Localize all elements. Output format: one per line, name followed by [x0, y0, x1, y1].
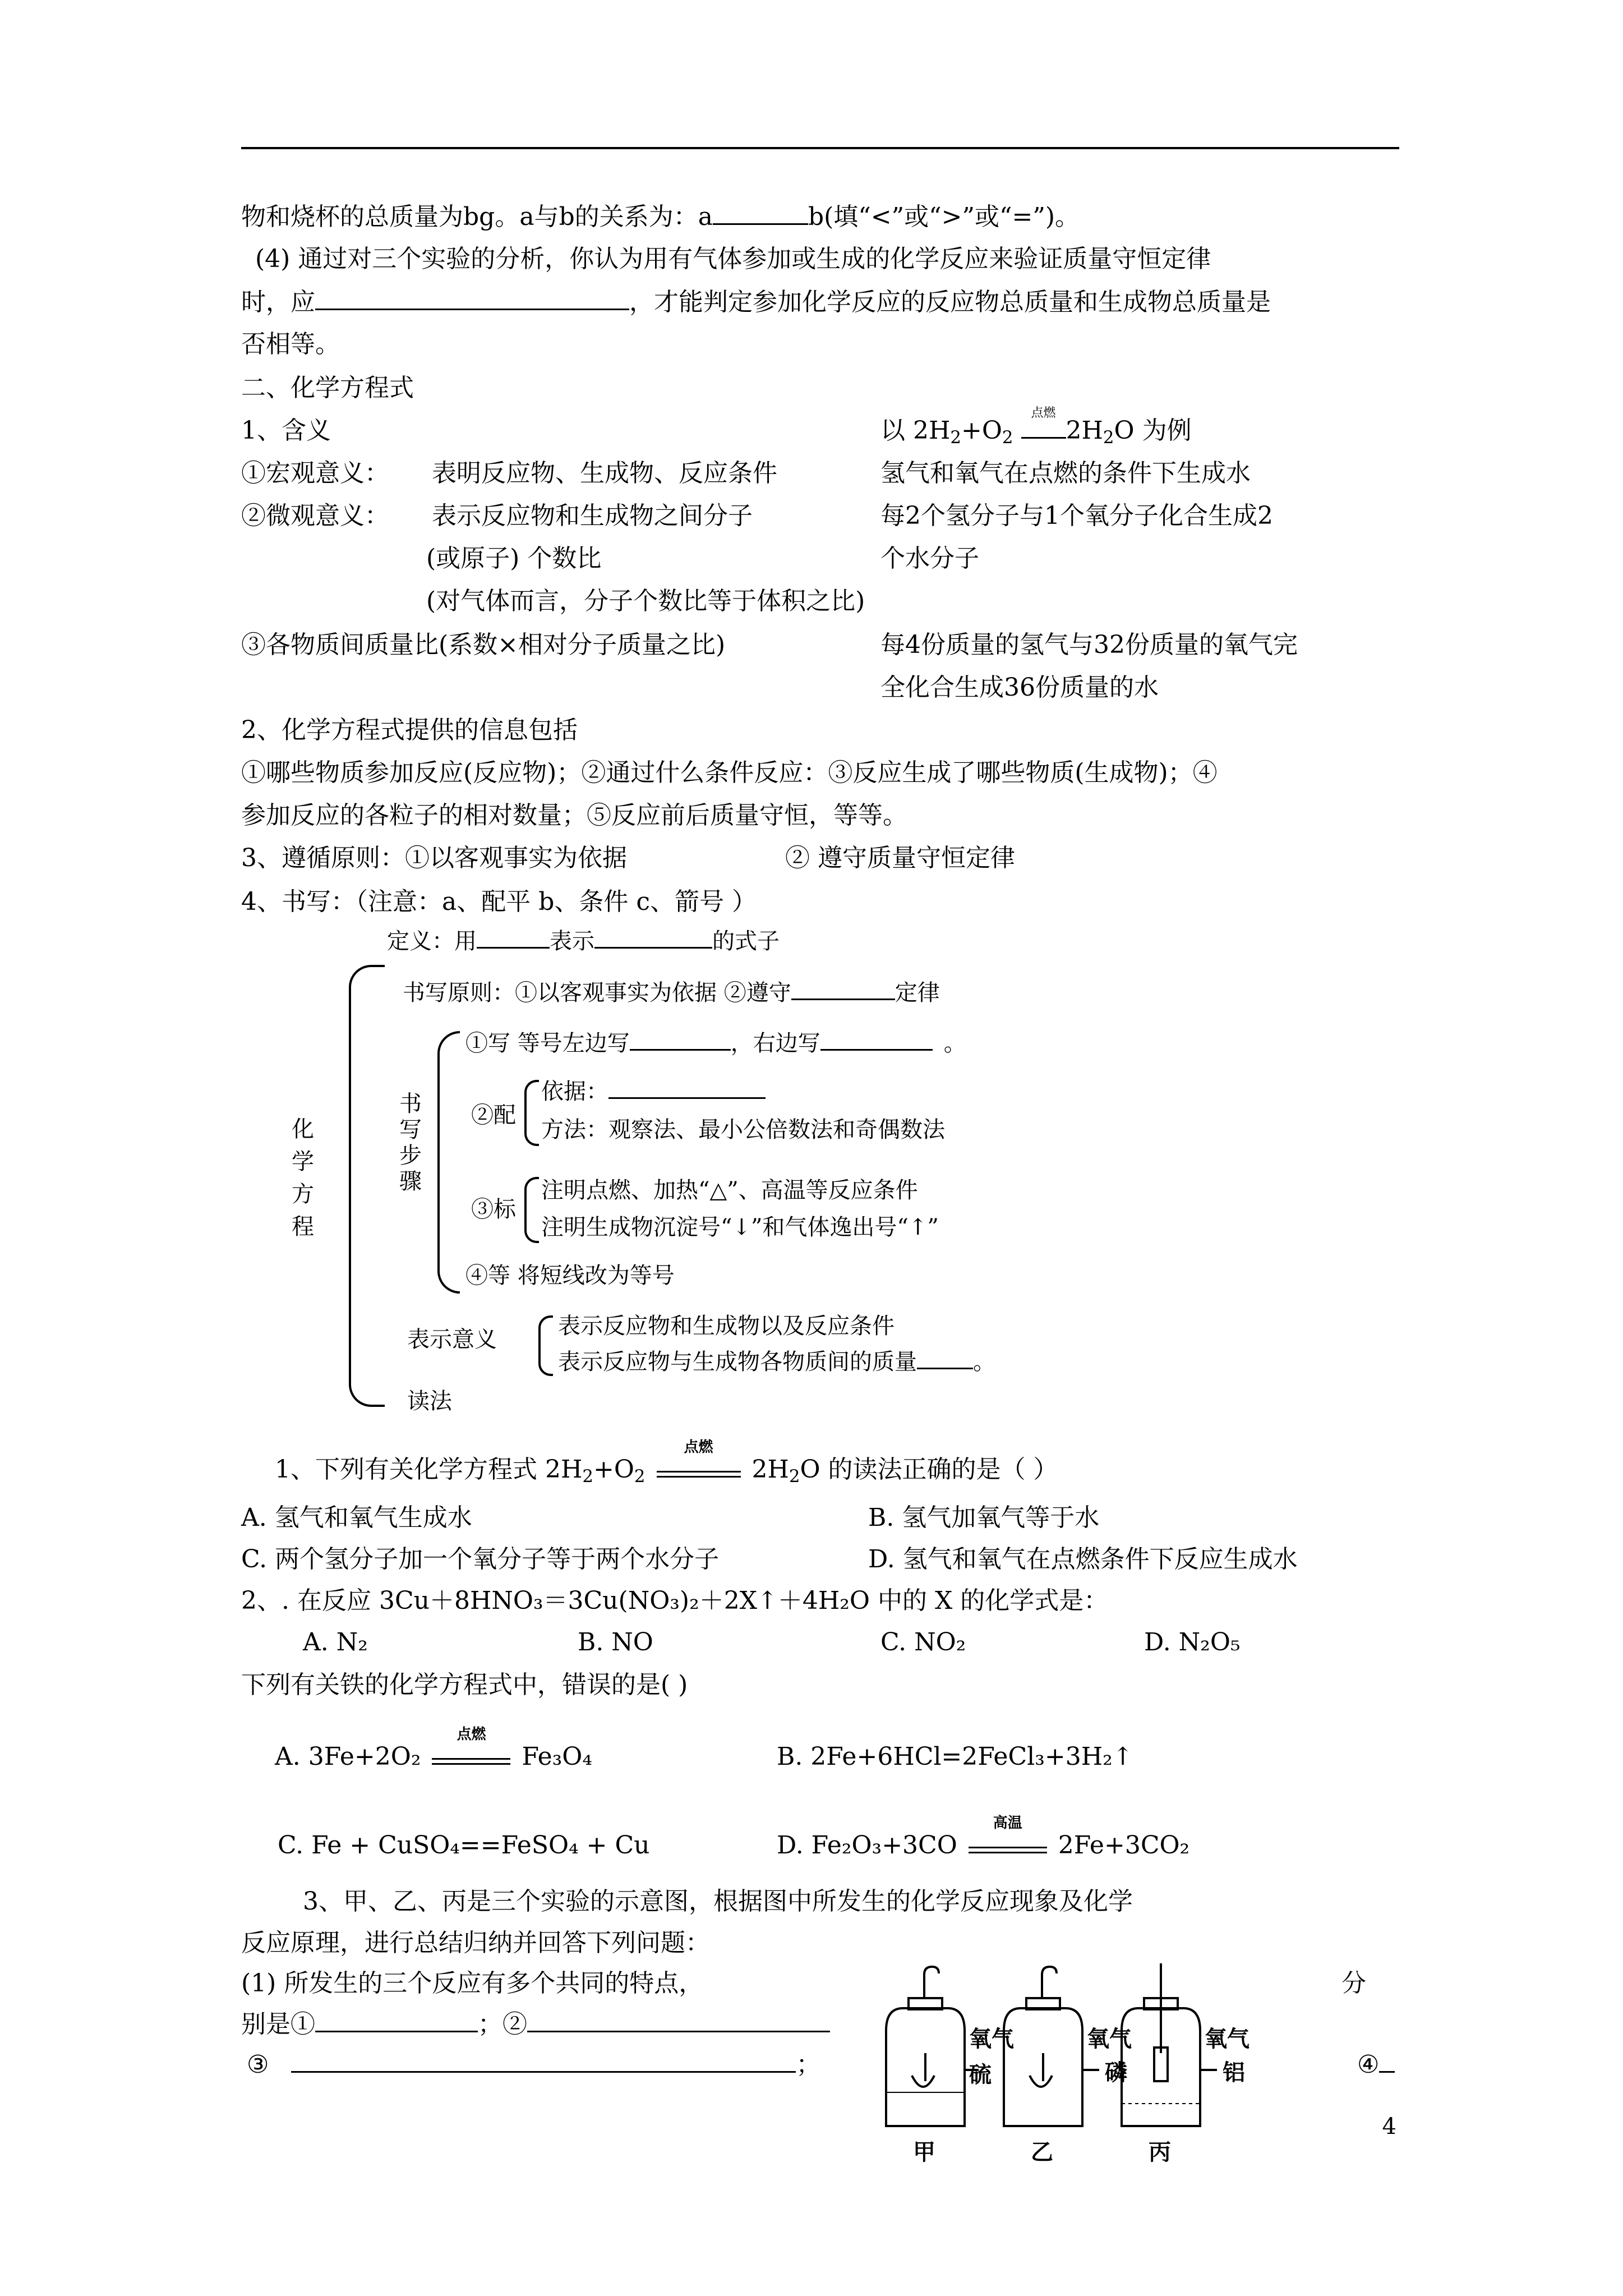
micro-text-1: 表示反应物和生成物之间分子	[432, 501, 753, 530]
experiment-figure	[864, 1963, 1340, 2165]
fig-label-jia: 甲	[913, 2139, 935, 2165]
q1-option-d[interactable]: D. 氢气和氧气在点燃条件下反应生成水	[868, 1545, 1298, 1573]
iron-option-d[interactable]: D. Fe₂O₃+3CO 高温 2Fe+3CO₂	[777, 1815, 1190, 1860]
q1-option-b[interactable]: B. 氢气加氧气等于水	[868, 1503, 1100, 1532]
q2-option-d[interactable]: D. N₂O₅	[1144, 1628, 1241, 1657]
mark-conditions: 注明点燃、加热“△”、高温等反应条件	[541, 1177, 918, 1203]
fig-label-o2-2: 氧气	[1087, 2026, 1132, 2052]
mark-brace	[524, 1177, 539, 1243]
micro-example-2: 个水分子	[880, 544, 979, 573]
mark-symbols: 注明生成物沉淀号“↓”和气体逸出号“↑”	[541, 1214, 939, 1240]
fig-label-bing: 丙	[1149, 2139, 1171, 2165]
fig-label-o2-3: 氧气	[1205, 2026, 1249, 2052]
answer-blank-4[interactable]	[1379, 2049, 1395, 2073]
q2-option-b[interactable]: B. NO	[578, 1628, 653, 1657]
example-equation: 以 $2H_2+O_2$ 点燃 $2H_2O$ 为例	[880, 406, 1192, 448]
micro-example-1: 每2个氢分子与1个氧分子化合生成2	[880, 501, 1273, 530]
iron-option-a[interactable]: A. 3Fe+2O₂ 点燃 Fe₃O₄	[275, 1726, 592, 1771]
fig-label-yi: 乙	[1031, 2139, 1053, 2165]
balance-brace	[524, 1080, 539, 1146]
q3-part1-fen: 分	[1341, 1969, 1366, 1998]
line-q4-cont: 时，应 ，才能判定参加化学反应的反应物总质量和生成物总质量是	[241, 286, 1271, 318]
heading-principle: 3、遵循原则：①以客观事实为依据	[241, 844, 627, 872]
iron-stem: 下列有关铁的化学方程式中，错误的是( )	[241, 1671, 688, 1699]
fig-label-o2-1: 氧气	[969, 2026, 1014, 2052]
macro-text: 表明反应物、生成物、反应条件	[432, 459, 777, 487]
header-rule	[241, 147, 1399, 149]
macro-label: ①宏观意义：	[241, 459, 389, 487]
fig-label-p: 磷	[1105, 2060, 1127, 2086]
micro-text-2: (或原子) 个数比	[426, 544, 602, 573]
answer-blank-2[interactable]	[527, 2008, 830, 2032]
q2-option-a[interactable]: A. N₂	[303, 1628, 368, 1657]
info-line-2: 参加反应的各粒子的相对数量；⑤反应前后质量守恒，等等。	[241, 801, 907, 830]
heading-meaning: 1、含义	[241, 416, 331, 445]
diagram-steps-label: 书 写 步 骤	[399, 1091, 422, 1194]
fig-label-s: 硫	[969, 2062, 992, 2088]
q3-answer-4: ④	[1357, 2049, 1395, 2081]
q1-option-a[interactable]: A. 氢气和氧气生成水	[241, 1503, 472, 1532]
q3-answers-1: 别是① ；②	[241, 2008, 830, 2040]
diagram-principle: 书写原则：①以客观事实为依据 ②遵守 定律	[403, 980, 940, 1006]
q2-option-c[interactable]: C. NO₂	[880, 1628, 966, 1657]
q3-part1: (1) 所发生的三个反应有多个共同的特点，	[241, 1969, 704, 1998]
step-mark: ③标	[471, 1197, 516, 1222]
meaning-a: 表示反应物和生成物以及反应条件	[558, 1313, 895, 1339]
diagram-root: 化 学 方 程	[292, 1116, 314, 1240]
q1-option-c[interactable]: C. 两个氢分子加一个氧分子等于两个水分子	[241, 1545, 720, 1573]
fig-label-al: 铝	[1223, 2060, 1245, 2086]
balance-method: 方法：观察法、最小公倍数法和奇偶数法	[541, 1117, 945, 1143]
micro-label: ②微观意义：	[241, 501, 389, 530]
heading-writing: 4、书写：（注意：a、配平 b、条件 c、箭号 ）	[241, 887, 757, 916]
step-balance: ②配	[471, 1102, 516, 1128]
line-mass-compare: 物和烧杯的总质量为bg。a与b的关系为：a b(填“<”或“>”或“=”)。	[241, 201, 1080, 233]
page-number: 4	[1382, 2114, 1396, 2139]
info-line-1: ①哪些物质参加反应(反应物)；②通过什么条件反应：③反应生成了哪些物质(生成物)；④	[241, 758, 1218, 787]
line-q4-end: 否相等。	[241, 330, 340, 358]
mass-example-2: 全化合生成36份质量的水	[880, 673, 1159, 702]
iron-option-c[interactable]: C. Fe + CuSO₄==FeSO₄ + Cu	[278, 1831, 650, 1860]
answer-blank-1[interactable]	[315, 2008, 478, 2032]
q3-answers-2: ③ ；	[247, 2049, 820, 2081]
line-q4: (4) 通过对三个实验的分析，你认为用有气体参加或生成的化学反应来验证质量守恒定律	[255, 245, 1211, 273]
diagram-definition: 定义：用 表示 的式子	[387, 928, 780, 954]
macro-example: 氢气和氧气在点燃的条件下生成水	[880, 459, 1251, 487]
q1-stem: 1、下列有关化学方程式 $2H_2+O_2$ 点燃 $2H_2O$ 的读法正确的是（ ）	[275, 1439, 1058, 1487]
meaning-label: 表示意义	[407, 1327, 497, 1352]
step-write: ①写 等号左边写 ，右边写 。	[465, 1030, 966, 1056]
steps-brace	[437, 1031, 460, 1294]
meaning-b: 表示反应物与生成物各物质间的质量 。	[558, 1349, 995, 1375]
micro-text-3: (对气体而言，分子个数比等于体积之比)	[426, 587, 865, 615]
step-equal: ④等 将短线改为等号	[465, 1263, 675, 1289]
mass-label: ③各物质间质量比(系数×相对分子质量之比)	[241, 631, 726, 659]
main-brace	[349, 965, 385, 1407]
q3-stem-1: 3、甲、乙、丙是三个实验的示意图，根据图中所发生的化学反应现象及化学	[303, 1887, 1133, 1916]
q2-stem: 2、. 在反应 3Cu＋8HNO₃＝3Cu(NO₃)₂＋2X↑＋4H₂O 中的 X 的化学式是：	[241, 1586, 1109, 1615]
answer-blank-3[interactable]	[291, 2049, 796, 2073]
iron-option-b[interactable]: B. 2Fe+6HCl=2FeCl₃+3H₂↑	[777, 1742, 1133, 1771]
section-2-title: 二、化学方程式	[241, 374, 414, 402]
meaning-brace	[538, 1315, 553, 1376]
principle-2: ② 遵守质量守恒定律	[785, 844, 1015, 872]
q3-stem-2: 反应原理，进行总结归纳并回答下列问题：	[241, 1929, 710, 1957]
mass-example-1: 每4份质量的氢气与32份质量的氧气完	[880, 631, 1298, 659]
reading-label: 读法	[407, 1388, 452, 1414]
balance-basis: 依据：	[541, 1076, 766, 1107]
heading-info: 2、化学方程式提供的信息包括	[241, 716, 578, 744]
